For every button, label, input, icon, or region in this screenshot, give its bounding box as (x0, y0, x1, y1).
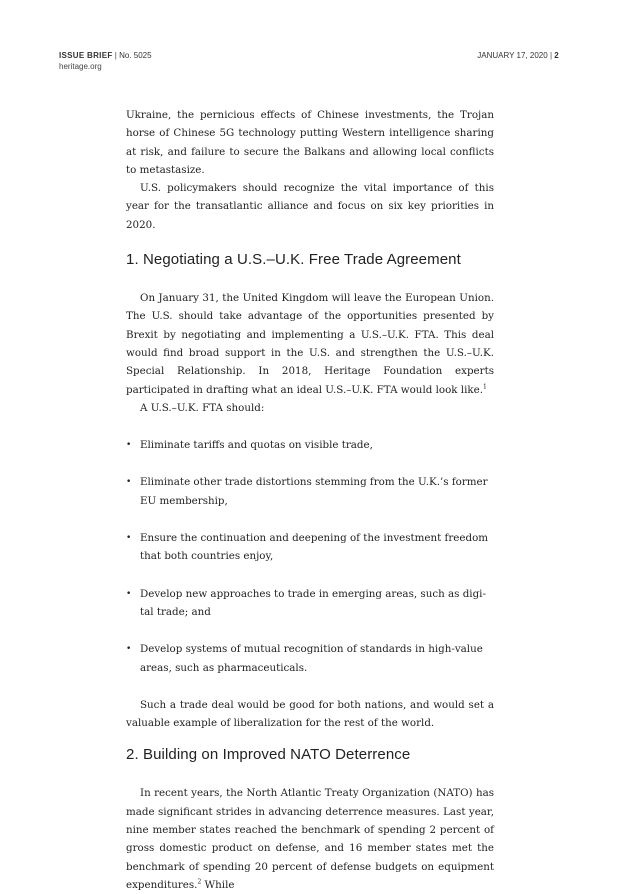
list-item (126, 473, 494, 510)
bullet-icon: • (126, 477, 132, 488)
bullet-icon: • (126, 588, 132, 599)
section-1-paragraph-2: A U.S.–U.K. FTA should: (140, 401, 265, 414)
bullet-icon: • (126, 533, 132, 544)
header-left (59, 50, 152, 72)
header-separator: | (114, 51, 117, 60)
website-link[interactable]: heritage.org (59, 62, 102, 71)
publication-date: JANUARY 17, 2020 (477, 51, 548, 60)
list-item-text: Eliminate tariffs and quotas on visible trade, (140, 439, 373, 452)
section-2-paragraph-1-tail: While (201, 878, 235, 891)
footnote-ref-1[interactable]: 1 (483, 383, 487, 391)
list-item (126, 640, 494, 677)
bullet-icon: • (126, 440, 132, 451)
fta-requirements-list (126, 436, 494, 677)
intro-paragraph-2: U.S. policymakers should recognize the vital importance of this year for the transatlantic alliance and focus on six key priorities in 2020. (126, 182, 494, 231)
page-number: 2 (554, 51, 559, 60)
list-item-text: Develop new approaches to trade in emerging areas, such as digital trade; and (140, 587, 486, 618)
section-1-paragraph-1-text: On January 31, the United Kingdom will leave the European Union. The U.S. should take advantage of the opportunities presented by Brexit by negotiating and implementing a U.S.–U.K. FTA. This deal would find broad support in the U.S. and strengthen the U.S.–U.K. Special Relationship. In 2018, Heritage Foundation experts participated in drafting what an ideal U.S.–U.K. FTA would look like. (126, 292, 494, 396)
publication-type: ISSUE BRIEF (59, 51, 113, 60)
list-item-text: Ensure the continuation and deepening of the investment freedom that both countries enjoy, (140, 532, 489, 563)
section-2-paragraph-1 (126, 784, 494, 894)
section-1-heading: 1. Negotiating a U.S.–U.K. Free Trade Agreement (126, 251, 461, 269)
section-1-paragraph-3: Such a trade deal would be good for both nations, and would set a valuable example of liberalization for the rest of the world. (126, 698, 494, 730)
section-2-heading: 2. Building on Improved NATO Deterrence (126, 746, 411, 764)
page-header (59, 50, 559, 76)
list-item (126, 529, 494, 566)
issue-number: No. 5025 (119, 51, 152, 60)
article-body (126, 106, 494, 894)
intro-paragraph-1: Ukraine, the pernicious effects of Chinese investments, the Trojan horse of Chinese 5G technology putting Western intelligence sharing at risk, and failure to secure the Balkans and allowing local conflicts to metastasize. (126, 109, 494, 176)
header-right (477, 50, 559, 61)
footnote-ref-2[interactable]: 2 (197, 878, 202, 886)
list-item-text: Develop systems of mutual recognition of standards in high-value areas, such as pharmaceuticals. (140, 643, 483, 674)
list-item-text: Eliminate other trade distortions stemming from the U.K.’s former EU membership, (140, 476, 488, 507)
bullet-icon: • (126, 644, 132, 655)
list-item (126, 436, 494, 454)
list-item (126, 585, 494, 622)
header-separator-right: | (549, 51, 553, 60)
section-2-paragraph-1-text: In recent years, the North Atlantic Treaty Organization (NATO) has made significant strides in advancing deterrence measures. Last year, nine member states reached the benchmark of spending 2 percent of gross domestic product on defense, and 16 member states met the benchmark of spending 20 percent of defense budgets on equipment expenditures. (126, 787, 494, 891)
section-1-paragraph-1 (126, 289, 494, 399)
